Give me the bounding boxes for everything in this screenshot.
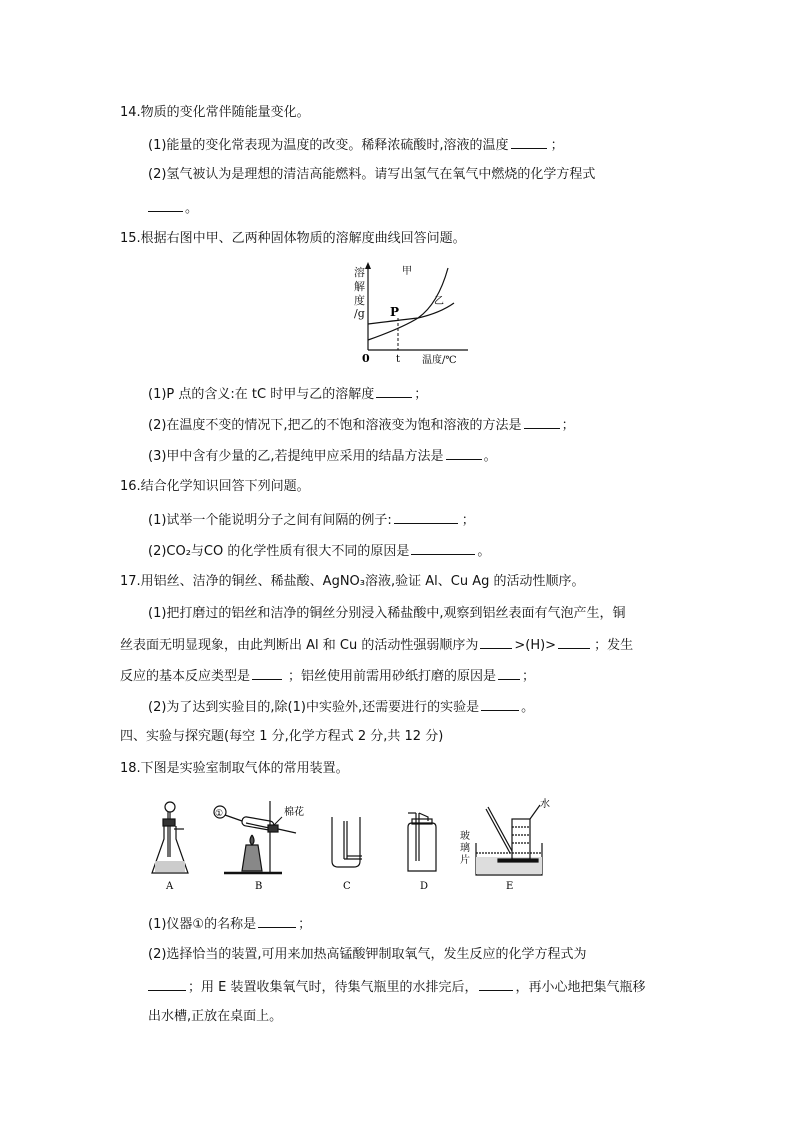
- apparatus-e: [476, 805, 542, 875]
- answer-blank[interactable]: [480, 635, 512, 649]
- q14-stem: 14.物质的变化常伴随能量变化。: [120, 105, 310, 120]
- svg-text:玻: 玻: [460, 831, 470, 842]
- answer-blank[interactable]: [498, 666, 520, 680]
- q16-part1: [148, 510, 475, 530]
- answer-blank[interactable]: [558, 635, 590, 649]
- q14-part1: [148, 135, 564, 155]
- graph-y-label: [354, 265, 365, 320]
- q17-part1-line1: (1)把打磨过的铝丝和洁净的铜丝分别浸入稀盐酸中,观察到铝丝表面有气泡产生，铜: [148, 606, 626, 621]
- q18-stem: 18.下图是实验室制取气体的常用装置。: [120, 761, 349, 776]
- svg-text:片: 片: [460, 855, 470, 866]
- label-e: E: [506, 881, 514, 892]
- answer-blank[interactable]: [148, 977, 186, 991]
- q18-line3-text: ；用 E 装置收集氧气时，待集气瓶里的水排完后，: [188, 980, 478, 995]
- q16-part2-end: 。: [477, 544, 491, 559]
- label-b: B: [255, 881, 263, 892]
- q15-part3-end: 。: [483, 449, 497, 464]
- svg-text:解: 解: [354, 280, 365, 293]
- q17-part1-line2: [120, 635, 633, 655]
- label-c: C: [343, 881, 351, 892]
- q16-stem: 16.结合化学知识回答下列问题。: [120, 479, 310, 494]
- q15-part2: [148, 415, 575, 435]
- q15-part2-end: ；: [561, 418, 575, 433]
- q18-line3-end: ，再小心地把集气瓶移: [515, 980, 646, 995]
- q17-part1-line3: [120, 666, 535, 686]
- q18-part1-end: ；: [298, 917, 312, 932]
- q17-part2: [148, 697, 534, 717]
- svg-text:/g: /g: [354, 307, 365, 320]
- q15-part3: [148, 446, 497, 466]
- label-a: A: [166, 881, 174, 892]
- q15-part1-text: (1)P 点的含义:在 tC 时甲与乙的溶解度: [148, 387, 375, 402]
- svg-text:璃: 璃: [460, 843, 470, 854]
- q16-part2-text: (2)CO₂与CO 的化学性质有很大不同的原因是: [148, 544, 410, 559]
- q15-part1: [148, 384, 427, 404]
- answer-blank[interactable]: [524, 415, 560, 429]
- q17-part2-text: (2)为了达到实验目的,除(1)中实验外,还需要进行的实验是: [148, 700, 480, 715]
- q15-part1-end: ；: [414, 387, 428, 402]
- q15-part2-text: (2)在温度不变的情况下,把乙的不饱和溶液变为饱和溶液的方法是: [148, 418, 522, 433]
- answer-blank[interactable]: [481, 697, 519, 711]
- q18-part2-line3: 出水槽,正放在桌面上。: [148, 1009, 283, 1024]
- cotton-label: 棉花: [284, 807, 304, 818]
- answer-blank[interactable]: [252, 666, 282, 680]
- q17-line3-text: 反应的基本反应类型是: [120, 669, 251, 684]
- solubility-graph: [350, 260, 470, 370]
- q14-part2-end: 。: [185, 201, 199, 216]
- mark-1: ①: [215, 809, 224, 819]
- glass-plate-label: [460, 829, 470, 866]
- q14-part1-end: ；: [550, 138, 564, 153]
- answer-blank[interactable]: [258, 914, 296, 928]
- q16-part1-end: ；: [461, 513, 475, 528]
- q17-stem: 17.用铝丝、洁净的铜丝、稀盐酸、AgNO₃溶液,验证 Al、Cu Ag 的活动性顺序。: [120, 574, 585, 589]
- apparatus-d: [408, 813, 436, 871]
- answer-blank[interactable]: [479, 977, 513, 991]
- q16-part1-text: (1)试举一个能说明分子之间有间隔的例子:: [148, 513, 392, 528]
- q17-line3-mid: ；铝丝使用前需用砂纸打磨的原因是: [288, 669, 497, 684]
- q15-part3-text: (3)甲中含有少量的乙,若提纯甲应采用的结晶方法是: [148, 449, 444, 464]
- section-4-heading: 四、实验与探究题(每空 1 分,化学方程式 2 分,共 12 分): [120, 729, 444, 744]
- svg-text:溶: 溶: [354, 266, 365, 279]
- svg-text:度: 度: [354, 294, 365, 307]
- q14-part2-answer: [148, 198, 198, 218]
- label-yi: 乙: [434, 296, 444, 307]
- answer-blank[interactable]: [148, 198, 183, 212]
- q17-line3-end: ；: [522, 669, 536, 684]
- origin-label: 0: [362, 352, 370, 365]
- answer-blank[interactable]: [411, 541, 475, 555]
- q15-stem: 15.根据右图中甲、乙两种固体物质的溶解度曲线回答问题。: [120, 231, 466, 246]
- y-axis-arrow: [365, 262, 371, 269]
- apparatus-a: [152, 802, 188, 873]
- apparatus-figure: [150, 795, 550, 893]
- water-label: 水: [540, 799, 550, 810]
- q14-part2: (2)氢气被认为是理想的清洁高能燃料。请写出氢气在氧气中燃烧的化学方程式: [148, 167, 596, 182]
- point-p-label: P: [390, 305, 400, 319]
- q14-part1-text: (1)能量的变化常表现为温度的改变。稀释浓硫酸时,溶液的温度: [148, 138, 509, 153]
- cotton-pointer: [274, 817, 282, 825]
- q18-part2: (2)选择恰当的装置,可用来加热高锰酸钾制取氧气，发生反应的化学方程式为: [148, 947, 587, 962]
- q18-part1-text: (1)仪器①的名称是: [148, 917, 257, 932]
- answer-blank[interactable]: [511, 135, 547, 149]
- x-axis-label: 温度/℃: [422, 355, 457, 366]
- q17-line2-text: 丝表面无明显现象，由此判断出 Al 和 Cu 的活动性强弱顺序为: [120, 638, 479, 653]
- answer-blank[interactable]: [376, 384, 412, 398]
- apparatus-c: [332, 817, 362, 867]
- t-label: t: [396, 354, 401, 365]
- q17-part2-end: 。: [521, 700, 535, 715]
- q18-part1: [148, 914, 311, 934]
- answer-blank[interactable]: [446, 446, 482, 460]
- q17-line2-end: ；发生: [594, 638, 634, 653]
- q16-part2: [148, 541, 490, 561]
- q18-part2-line2: [148, 977, 646, 997]
- q17-line2-mid: >(H)>: [514, 638, 557, 653]
- label-d: D: [420, 881, 429, 892]
- label-jia: 甲: [402, 266, 412, 277]
- answer-blank[interactable]: [394, 510, 458, 524]
